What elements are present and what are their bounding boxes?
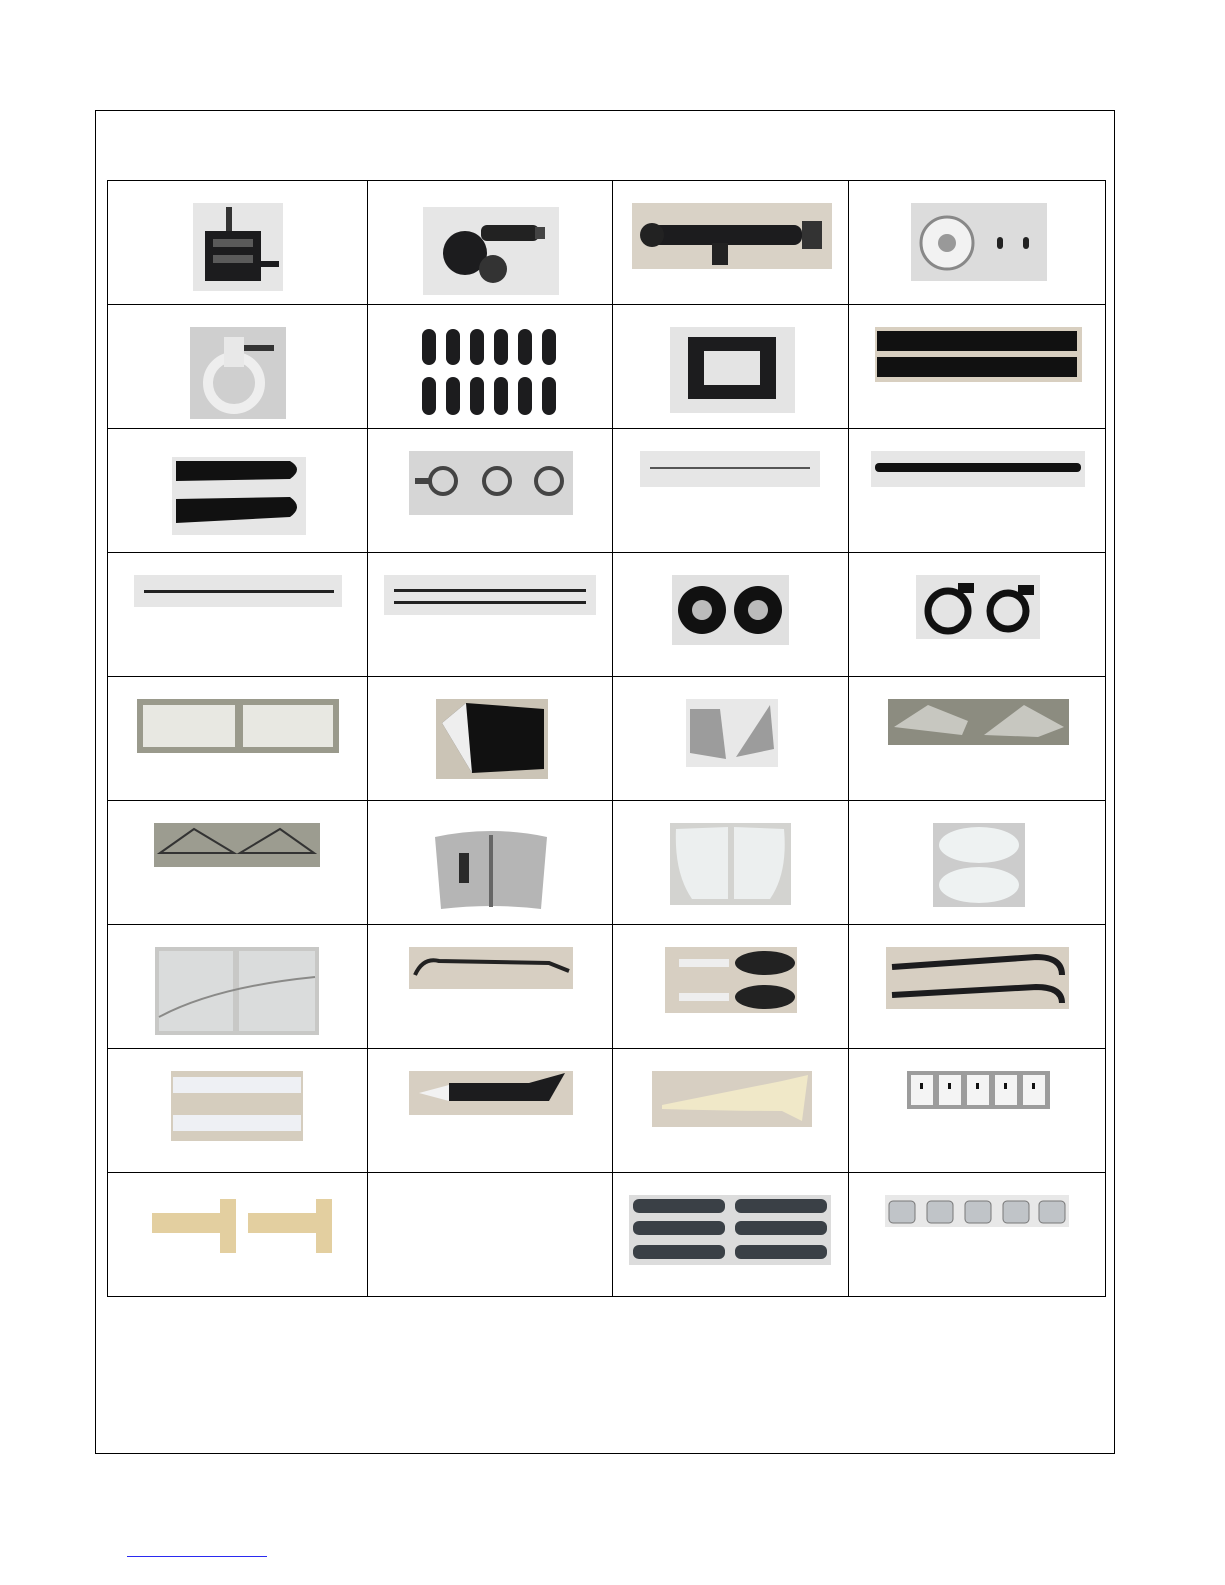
parts-cell bbox=[613, 181, 849, 305]
parts-cell bbox=[613, 925, 849, 1049]
pushrod-wire-photo bbox=[640, 451, 820, 487]
parts-cell bbox=[849, 925, 1106, 1049]
parts-cell bbox=[849, 553, 1106, 677]
windscreen-photo bbox=[431, 823, 551, 915]
parts-table bbox=[107, 180, 1106, 1297]
main-frame-assembly-photo bbox=[193, 203, 283, 291]
parts-cell bbox=[613, 677, 849, 801]
parts-cell bbox=[108, 553, 368, 677]
pulley-with-collars-photo bbox=[911, 203, 1047, 281]
parts-row-4 bbox=[108, 553, 1106, 677]
parts-cell bbox=[368, 925, 613, 1049]
bearing-blocks-photo bbox=[672, 575, 789, 645]
skid-bar-photo bbox=[409, 947, 573, 989]
parts-cell bbox=[108, 1173, 368, 1297]
parts-cell bbox=[849, 1049, 1106, 1173]
parts-row-7 bbox=[108, 925, 1106, 1049]
tail-strut-photo bbox=[409, 1071, 573, 1115]
parts-cell bbox=[368, 1049, 613, 1173]
parts-cell bbox=[368, 181, 613, 305]
parts-row-2 bbox=[108, 305, 1106, 429]
parts-cell bbox=[108, 305, 368, 429]
parts-cell bbox=[613, 553, 849, 677]
parts-cell bbox=[849, 305, 1106, 429]
vertical-fin-photo bbox=[436, 699, 548, 779]
control-rods-pair-photo bbox=[384, 575, 596, 615]
parts-cell bbox=[108, 801, 368, 925]
canopy-side-panels-photo bbox=[888, 699, 1069, 745]
front-windows-pair-photo bbox=[933, 823, 1025, 907]
servo-mount-plate-photo bbox=[670, 327, 795, 413]
parts-cell bbox=[849, 677, 1106, 801]
parts-row-8 bbox=[108, 1049, 1106, 1173]
parts-cell bbox=[613, 1049, 849, 1173]
parts-row-5 bbox=[108, 677, 1106, 801]
nose-cone-photo bbox=[652, 1071, 812, 1127]
foam-strips-photo bbox=[171, 1071, 303, 1141]
parts-row-6 bbox=[108, 801, 1106, 925]
parts-cell bbox=[849, 1173, 1106, 1297]
parts-cell bbox=[849, 801, 1106, 925]
parts-cell bbox=[108, 181, 368, 305]
parts-cell bbox=[613, 1173, 849, 1297]
ball-links-set-photo bbox=[418, 327, 563, 419]
parts-cell bbox=[849, 429, 1106, 553]
parts-cell bbox=[613, 801, 849, 925]
aluminium-collars-photo bbox=[885, 1195, 1069, 1227]
landing-gear-struts-photo bbox=[665, 947, 797, 1013]
tail-rotor-blades-photo bbox=[172, 457, 306, 535]
skid-pipes-photo bbox=[886, 947, 1069, 1009]
parts-cell bbox=[613, 429, 849, 553]
boom-clamp-photo bbox=[190, 327, 286, 419]
parts-cell bbox=[368, 305, 613, 429]
tail-boom-mount-photo bbox=[632, 203, 832, 269]
parts-cell bbox=[108, 1049, 368, 1173]
parts-cell bbox=[368, 553, 613, 677]
side-plates-pair-photo bbox=[137, 699, 339, 753]
plywood-brackets-photo bbox=[146, 1195, 336, 1257]
parts-cell bbox=[368, 801, 613, 925]
clear-panels-photo bbox=[155, 947, 319, 1035]
boom-support-clamps-photo bbox=[409, 451, 573, 515]
tail-boom-tube-photo bbox=[871, 451, 1085, 487]
parts-cell bbox=[368, 677, 613, 801]
parts-cell bbox=[368, 429, 613, 553]
tail-gearbox-assembly-photo bbox=[423, 207, 559, 295]
horizontal-stabilizers-photo bbox=[686, 699, 778, 767]
parts-cell-empty bbox=[368, 1173, 613, 1297]
parts-row-3 bbox=[108, 429, 1106, 553]
spacer-blocks-photo bbox=[907, 1071, 1050, 1109]
parts-row-1 bbox=[108, 181, 1106, 305]
control-rod-single-photo bbox=[134, 575, 342, 607]
aluminium-standoffs-photo bbox=[629, 1195, 831, 1265]
main-rotor-blades-photo bbox=[875, 327, 1082, 382]
side-windows-pair-photo bbox=[670, 823, 791, 905]
parts-cell bbox=[108, 925, 368, 1049]
parts-cell bbox=[108, 429, 368, 553]
footer-link-underline[interactable] bbox=[127, 1556, 267, 1557]
perforated-side-plates-photo bbox=[154, 823, 320, 867]
parts-row-9 bbox=[108, 1173, 1106, 1297]
parts-cell bbox=[849, 181, 1106, 305]
parts-cell bbox=[108, 677, 368, 801]
parts-cell bbox=[613, 305, 849, 429]
boom-clamp-pair-photo bbox=[916, 575, 1040, 639]
